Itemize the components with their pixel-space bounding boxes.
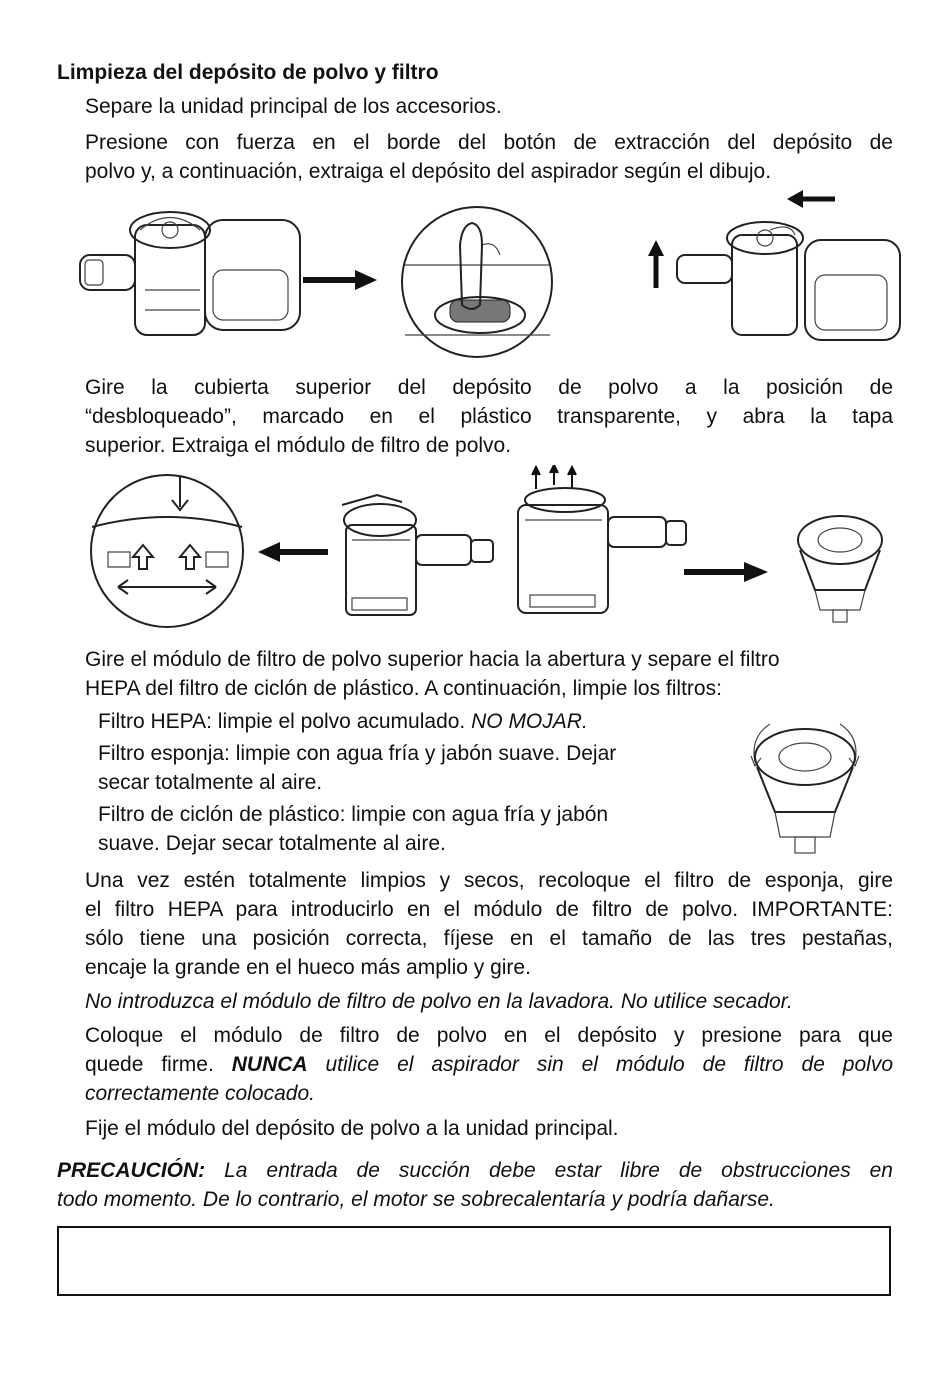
step-reassemble-line2: el filtro HEPA para introducirlo en el módulo de filtro de polvo. IMPORTANTE:	[85, 898, 893, 921]
step-separate-filters-line2: HEPA del filtro de ciclón de plástico. A continuación, limpie los filtros:	[85, 677, 722, 700]
dust-bin-filter-lift-illustration	[510, 485, 690, 620]
step-reassemble-line1: Una vez estén totalmente limpios y secos, recoloque el filtro de esponja, gire	[85, 869, 893, 892]
step-reassemble-line3: sólo tiene una posición correcta, fíjese en el tamaño de las tres pestañas,	[85, 927, 893, 950]
no-wet-warning: NO MOJAR.	[471, 710, 588, 733]
filter-cyclone-line1: Filtro de ciclón de plástico: limpie con agua fría y jabón	[98, 803, 609, 826]
step-insert-filter-text: quede firme.	[85, 1053, 214, 1076]
filter-rotate-illustration	[735, 712, 875, 860]
step-insert-filter-line2	[85, 1050, 893, 1079]
filter-hepa-item	[98, 707, 588, 736]
filter-cyclone-line2: suave. Dejar secar totalmente al aire.	[98, 832, 446, 855]
step-separate-filters-line1: Gire el módulo de filtro de polvo superior hacia la abertura y separe el filtro	[85, 648, 780, 671]
filter-sponge-line1: Filtro esponja: limpie con agua fría y jabón suave. Dejar	[98, 742, 617, 765]
vacuum-unit-illustration	[75, 200, 305, 350]
step-unlock-cover-line1: Gire la cubierta superior del depósito de polvo a la posición de	[85, 376, 893, 399]
step-press-button-line2: polvo y, a continuación, extraiga el depósito del aspirador según el dibujo.	[85, 160, 772, 183]
arrow-right-icon	[303, 268, 378, 292]
filter-hepa-text: Filtro HEPA: limpie el polvo acumulado.	[98, 710, 466, 733]
step-insert-filter-line1: Coloque el módulo de filtro de polvo en el depósito y presione para que	[85, 1024, 893, 1047]
caution-line2: todo momento. De lo contrario, el motor se sobrecalentaría y podría dañarse.	[57, 1188, 775, 1211]
filter-sponge-line2: secar totalmente al aire.	[98, 771, 323, 794]
step-unlock-cover-line2: “desbloqueado”, marcado en el plástico transparente, y abra la tapa	[85, 405, 893, 428]
finger-press-button-illustration	[400, 205, 555, 360]
washing-machine-warning: No introduzca el módulo de filtro de polvo en la lavadora. No utilice secador.	[85, 990, 793, 1013]
never-emphasis: NUNCA	[231, 1053, 308, 1076]
arrow-left-icon-2	[258, 540, 328, 564]
dust-bin-removed-illustration	[675, 210, 905, 345]
never-warning-text: utilice el aspirador sin el módulo de filtro de polvo	[325, 1053, 893, 1076]
section-title: Limpieza del depósito de polvo y filtro	[57, 61, 439, 84]
filter-module-illustration	[795, 510, 885, 625]
step-insert-filter-line3: correctamente colocado.	[85, 1082, 315, 1105]
arrow-right-icon-2	[684, 560, 768, 584]
step-reassemble-line4: encaje la grande en el hueco más amplio y gire.	[85, 956, 531, 979]
unlock-detail-illustration	[88, 472, 246, 630]
caution-text: La entrada de succión debe estar libre de obstrucciones en	[224, 1159, 893, 1182]
step-press-button-line1: Presione con fuerza en el borde del botón de extracción del depósito de	[85, 131, 893, 154]
caution-line1	[57, 1156, 893, 1185]
step-attach-bin: Fije el módulo del depósito de polvo a la unidad principal.	[85, 1117, 619, 1140]
step-unlock-cover-line3: superior. Extraiga el módulo de filtro de polvo.	[85, 434, 512, 457]
caution-label: PRECAUCIÓN:	[57, 1159, 206, 1182]
arrow-up-icon	[648, 240, 664, 290]
arrow-left-icon	[787, 190, 837, 208]
dust-bin-open-lid-illustration	[332, 490, 497, 620]
empty-note-box	[57, 1226, 891, 1296]
step-separate-unit: Separe la unidad principal de los accesorios.	[85, 95, 502, 118]
